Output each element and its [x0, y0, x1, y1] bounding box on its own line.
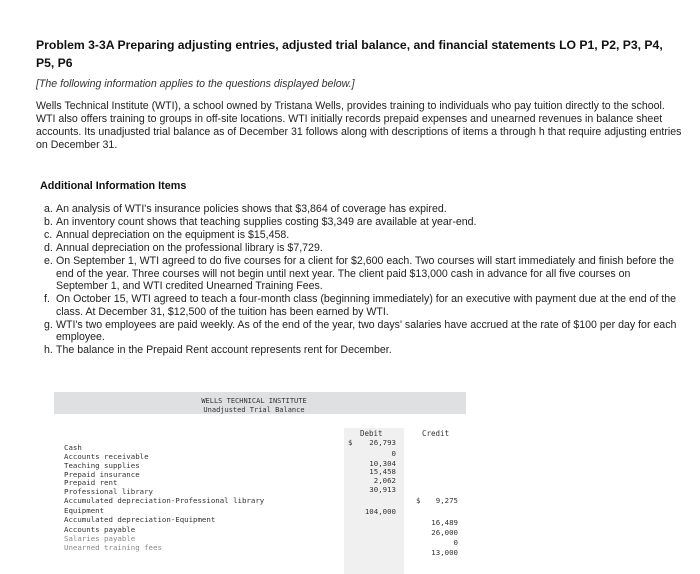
additional-info-heading: Additional Information Items — [40, 180, 187, 192]
debit-value: 104,000 — [364, 507, 396, 516]
credit-value: 0 — [453, 538, 458, 547]
item-letter: e. — [44, 254, 53, 267]
account-name: Prepaid rent — [64, 478, 118, 487]
item-letter: g. — [44, 318, 53, 331]
debit-value: 15,458 — [369, 467, 396, 476]
account-name: Accumulated depreciation-Equipment — [64, 515, 216, 524]
company-name: WELLS TECHNICAL INSTITUTE — [201, 397, 307, 405]
account-name: Teaching supplies — [64, 461, 140, 470]
item-text: An inventory count shows that teaching supplies costing $3,349 are available at year-end. — [56, 215, 477, 228]
debit-value: 0 — [391, 449, 396, 458]
debit-value: 26,793 — [369, 438, 396, 447]
list-item — [44, 319, 684, 344]
debit-value: 30,913 — [369, 485, 396, 494]
intro-paragraph: Wells Technical Institute (WTI), a school owned by Tristana Wells, provides training to individuals who pay tuition directly to the school. WTI also offers training to groups in off-site locations. WTI initially records prepaid expenses and unearned revenues in balance sheet accounts. Its unadjusted trial balance as of December 31 follows along with descriptions of items a through h that require adjusting entries on December 31. — [36, 100, 682, 152]
list-item — [44, 344, 684, 357]
info-note: [The following information applies to the questions displayed below.] — [36, 78, 355, 90]
credit-header: Credit — [422, 429, 450, 438]
item-text: On September 1, WTI agreed to do five courses for a client for $2,600 each. Two courses will start immediately and finish before the end of the year. Three courses will not begin until next year. The client paid $13,000 cash in advance for all five courses on September 1, and WTI credited Unearned Training Fees. — [56, 254, 675, 293]
item-letter: a. — [44, 203, 53, 215]
list-item — [44, 293, 684, 318]
item-letter: h. — [44, 344, 53, 357]
item-text: The balance in the Prepaid Rent account represents rent for December. — [56, 344, 392, 357]
item-text: WTI's two employees are paid weekly. As of the end of the year, two days' salaries have accrued at the rate of $100 per day for each employee. — [56, 318, 677, 344]
credit-value: 13,000 — [431, 548, 458, 557]
item-letter: f. — [44, 293, 50, 306]
account-name: Professional library — [64, 487, 153, 496]
account-name: Cash — [64, 443, 82, 452]
credit-value: 26,000 — [431, 528, 458, 537]
account-name: Accounts payable — [64, 525, 136, 534]
item-letter: d. — [44, 241, 53, 254]
list-item — [44, 203, 684, 216]
item-letter: b. — [44, 215, 53, 228]
debit-header: Debit — [360, 429, 383, 438]
account-name: Equipment — [64, 506, 105, 515]
statement-name: Unadjusted Trial Balance — [203, 406, 305, 414]
item-text: Annual depreciation on the professional library is $7,729. — [56, 241, 323, 254]
debit-value: 10,304 — [369, 459, 396, 468]
item-text: On October 15, WTI agreed to teach a four-month class (beginning immediately) for an executive with payment due at the end of the class. At December 31, $12,500 of the tuition has been earned by WTI. — [56, 293, 677, 318]
account-name: Salaries payable — [64, 534, 136, 543]
account-name: Accumulated depreciation-Professional library — [64, 496, 265, 505]
trial-balance-body — [54, 414, 466, 574]
list-item — [44, 242, 684, 255]
credit-value: 16,489 — [431, 518, 458, 527]
account-name: Prepaid insurance — [64, 470, 140, 479]
dollar-sign: $ — [348, 438, 353, 447]
item-text: An analysis of WTI's insurance policies shows that $3,864 of coverage has expired. — [56, 203, 447, 215]
list-item — [44, 229, 684, 242]
debit-value: 2,062 — [373, 476, 396, 485]
item-text: Annual depreciation on the equipment is $15,458. — [56, 228, 290, 241]
list-item — [44, 216, 684, 229]
credit-value: 9,275 — [435, 496, 458, 505]
dollar-sign: $ — [416, 496, 421, 505]
account-name: Accounts receivable — [64, 452, 149, 461]
additional-info-list — [44, 203, 684, 357]
account-name: Unearned training fees — [64, 543, 162, 552]
trial-balance-table — [54, 392, 466, 572]
item-letter: c. — [44, 228, 53, 241]
list-item — [44, 255, 684, 293]
problem-title: Problem 3-3A Preparing adjusting entries, adjusted trial balance, and financial statements LO P1, P2, P3, P4, P5, P6 — [36, 38, 663, 70]
